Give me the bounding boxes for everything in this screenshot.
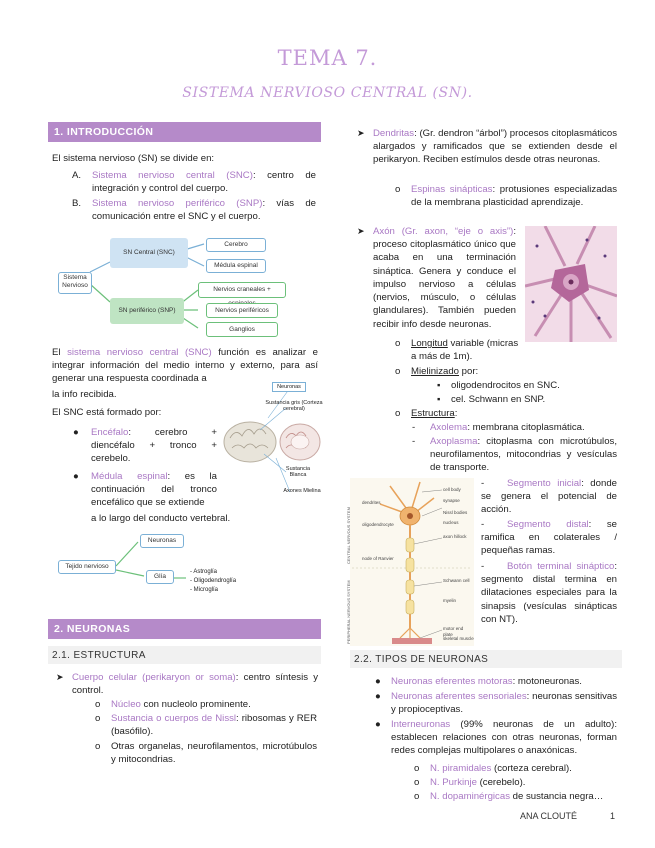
square-bullet-icon: ▪ — [437, 380, 441, 391]
bullet-icon: ● — [375, 676, 381, 687]
term-piramidales-desc: (corteza cerebral). — [491, 763, 572, 774]
glia-astroglia: - Astroglía — [190, 569, 218, 575]
neuron-label-motor-end: motor end plate — [443, 626, 464, 638]
list-item-nucleo — [95, 698, 317, 711]
term-segmento-inicial-desc: : donde se genera el potencial de acción. — [481, 478, 617, 516]
neuron-label-pns: PERIPHERAL NERVOUS SYSTEM — [346, 580, 351, 644]
term-axon: Axón (Gr. axon, “eje o axis”) — [373, 226, 514, 237]
circle-bullet-icon: o — [95, 713, 101, 724]
square-bullet-icon: ▪ — [437, 394, 441, 405]
term-dendritas-desc: : (Gr. dendron “árbol”) procesos citoplasmáticos alargados y ramificados que se extienden desde el perikaryon. Reciben estímulos desde otras neuronas. — [373, 128, 617, 166]
list-item-sensoriales — [375, 690, 617, 716]
footer-page-number: 1 — [610, 811, 616, 821]
diagram-node-nervios-perifericos: Nervios periféricos — [206, 303, 278, 318]
glia-microglia: - Microglía — [190, 587, 219, 593]
term-medula: Médula espinal — [91, 471, 168, 482]
term-nissl: Sustancia o cuerpos de Nissl — [111, 713, 237, 724]
term-interneuronas-desc: (99% neuronas de un adulto): establecen relaciones con otras neuronas, forman redes complejas multipolares o anaxónicas. — [391, 719, 617, 757]
neuron-label-dendrites: dendrites — [362, 500, 381, 505]
glia-oligodendroglia: - Oligodendroglía — [190, 578, 237, 584]
term-dendritas: Dendritas — [373, 128, 415, 139]
term-longitud-desc: variable (micras a más de 1m). — [411, 338, 519, 363]
subsection-bar-tipos: 2.2. TIPOS DE NEURONAS — [350, 650, 622, 668]
list-item-mielinizado — [395, 365, 611, 378]
list-item-motoras — [375, 675, 617, 688]
brain-illustration — [220, 378, 324, 508]
list-item-medula — [73, 470, 217, 510]
term-segmento-distal-desc: : se ramifica en colaterales / pequeñas ramas. — [481, 519, 618, 557]
list-item-longitud — [395, 337, 521, 363]
term-sensoriales-desc: : neuronas sensitivas y propioceptivas. — [391, 691, 617, 716]
term-cuerpo-celular: Cuerpo celular (perikaryon or soma) — [72, 672, 236, 683]
list-marker: B. — [72, 198, 82, 209]
neuron-label-myelin: myelin — [443, 598, 457, 603]
bullet-icon: ● — [73, 427, 79, 438]
term-nucleo-desc: con nucleolo prominente. — [140, 699, 251, 710]
circle-bullet-icon: o — [395, 366, 401, 377]
text-schwann: cel. Schwann en SNP. — [451, 394, 546, 405]
term-purkinje: N. Purkinje — [430, 777, 477, 788]
term-sensoriales: Neuronas aferentes sensoriales — [391, 691, 527, 702]
term-boton-terminal: Botón terminal sináptico — [507, 561, 615, 572]
term-motoras-desc: : motoneuronas. — [512, 676, 582, 687]
term-cuerpo-desc: : centro síntesis y control. — [72, 672, 319, 697]
list-item-estructura — [395, 407, 611, 420]
neuron-label-synapse: synapse — [443, 498, 460, 503]
dash-bullet: - — [412, 436, 416, 447]
neuron-label-schwann: Schwann cell — [443, 578, 470, 583]
neuron-label-ranvier: node of Ranvier — [362, 556, 394, 561]
term-segmento-distal: Segmento distal — [507, 519, 589, 530]
term-espinas: Espinas sinápticas — [411, 184, 493, 195]
term-snc: Sistema nervioso central (SNC) — [92, 170, 253, 181]
diagram-node-root: Sistema Nervioso — [58, 272, 92, 294]
diagram-sistema-nervioso — [58, 232, 308, 342]
circle-bullet-icon: o — [414, 777, 420, 788]
neuron-diagram — [346, 478, 474, 646]
list-item-cuerpo-celular — [72, 671, 318, 697]
term-espinas-desc: : protusiones especializadas de la membrana plasticidad aprendizaje. — [411, 184, 617, 209]
term-longitud: Longitud — [411, 338, 448, 349]
term-motoras: Neuronas eferentes motoras — [391, 676, 513, 687]
diagram-node-nervios-craneales: Nervios craneales + — [198, 282, 286, 298]
intro-text: El sistema nervioso (SN) se divide en: — [52, 153, 215, 164]
term-axoplasma: Axoplasma — [430, 436, 478, 447]
circle-bullet-icon: o — [395, 184, 401, 195]
circle-bullet-icon: o — [395, 408, 401, 419]
list-item-axolema — [412, 421, 620, 434]
neuron-label-nucleus: nucleus — [443, 520, 459, 525]
list-item-dopaminergicas — [414, 790, 620, 803]
term-interneuronas: Interneuronas — [391, 719, 451, 730]
brain-label-axones: Axones Mielina — [283, 488, 321, 494]
term-encefalo: Encéfalo — [91, 427, 129, 438]
page-subtitle: SISTEMA NERVIOSO CENTRAL (SN). — [182, 85, 473, 101]
text: función es analizar e integrar información del medio interno y externo, para así generar una respuesta coordinada a — [52, 347, 318, 385]
list-item-piramidales — [414, 762, 620, 775]
list-item-dendritas — [373, 127, 617, 167]
brain-label-neuronas: Neuronas — [272, 382, 306, 392]
brain-label-blanca: Sustancia Blanca — [285, 466, 311, 479]
diagram2-node-glia: Glía — [146, 570, 174, 584]
term-snc-inline: sistema nervioso central (SNC) — [67, 347, 212, 358]
neuron-label-skeletal: skeletal muscle — [443, 636, 474, 641]
bullet-icon: ● — [375, 691, 381, 702]
micrograph-image — [525, 226, 617, 342]
term-purkinje-desc: (cerebelo). — [476, 777, 526, 788]
term-axon-desc: : proceso citoplasmático único que acaba en una terminación sináptica. Genera y conduce el impulso nervioso a células (nervios, músculo, o células glandulares). También pueden recibir info desde neuronas. — [373, 226, 516, 330]
term-boton-terminal-desc: : segmento distal termina en dilataciones especiales para la sinapsis (vesículas sinápticas con NT). — [481, 561, 617, 625]
circle-bullet-icon: o — [395, 338, 401, 349]
term-dopaminergicas-desc: de sustancia negra… — [510, 791, 604, 802]
neuron-label-nissl: Nissl bodies — [443, 510, 468, 515]
section-bar-neuronas: 2. NEURONAS — [48, 619, 321, 639]
term-mielinizado-desc: por: — [459, 366, 479, 377]
list-item-encefalo — [73, 426, 217, 466]
bullet-icon: ● — [375, 719, 381, 730]
list-marker: A. — [72, 170, 82, 181]
diagram-node-ganglios: Ganglios — [206, 322, 278, 337]
paragraph-snc-funcion-end: la info recibida. — [52, 389, 117, 400]
list-item-boton-terminal: - Botón terminal sináptico: segmento distal termina en dilataciones especiales para la sinapsis (vesículas sinápticas con NT). — [481, 561, 617, 625]
circle-bullet-icon: o — [414, 763, 420, 774]
diagram-node-medula: Médula espinal — [206, 259, 266, 273]
list-item-schwann — [437, 393, 621, 406]
diagram-node-cerebro: Cerebro — [206, 238, 266, 252]
footer-author: ANA CLOUTÉ — [520, 811, 578, 821]
list-item-axoplasma — [412, 435, 617, 475]
term-axolema-desc: : membrana citoplasmática. — [467, 422, 585, 433]
diagram2-node-neuronas: Neuronas — [140, 534, 184, 548]
page-title: TEMA 7. — [277, 46, 378, 70]
list-item-espinas — [395, 183, 617, 209]
diagram-tejido-nervioso — [58, 528, 278, 602]
section-bar-introduccion: 1. INTRODUCCIÓN — [48, 122, 321, 142]
list-item-oligodendrocitos — [437, 379, 621, 392]
term-nucleo: Núcleo — [111, 699, 141, 710]
term-snc-desc: : centro de integración y control del cuerpo. — [92, 170, 316, 195]
brain-label-gris: Sustancia gris (Corteza cerebral) — [265, 400, 323, 413]
dash-bullet: - — [412, 422, 416, 433]
term-mielinizado: Mielinizado — [411, 366, 459, 377]
neuron-micrograph — [525, 226, 617, 342]
term-medula-desc: : es la continuación del tronco encefálico que se extiende — [91, 471, 217, 509]
term-piramidales: N. piramidales — [430, 763, 492, 774]
list-item-medula-end: a lo largo del conducto vertebral. — [91, 513, 231, 524]
text-oligodendrocitos: oligodendrocitos en SNC. — [451, 380, 560, 391]
diagram-node-snc: SN Central (SNC) — [110, 238, 188, 268]
list-item-interneuronas — [375, 718, 617, 758]
term-snp-desc: : vías de comunicación entre el SNC y el cuerpo. — [92, 198, 316, 223]
diagram2-glia-list — [190, 568, 236, 595]
list-item-purkinje — [414, 776, 620, 789]
term-segmento-inicial: Segmento inicial — [507, 478, 582, 489]
diagram-node-snp: SN periférico (SNP) — [110, 298, 184, 324]
bullet-icon: ● — [73, 471, 79, 482]
circle-bullet-icon: o — [414, 791, 420, 802]
list-item-axon — [373, 225, 516, 331]
term-nissl-desc: : ribosomas y RER (basófilo). — [111, 713, 318, 738]
list-item-nissl — [95, 712, 318, 738]
term-estructura: Estructura — [411, 408, 455, 419]
term-estructura-desc: : — [454, 408, 458, 419]
paragraph-snc-formado: El SNC está formado por: — [52, 407, 162, 418]
list-item-segmento-distal: - Segmento distal: se ramifica en colaterales / pequeñas ramas. — [481, 519, 618, 557]
term-axoplasma-desc: : citoplasma con microtúbulos, neurofilamentos, mitocondrias y vesículas de transporte. — [430, 436, 617, 474]
subsection-bar-estructura: 2.1. ESTRUCTURA — [48, 646, 321, 664]
term-encefalo-desc: : cerebro + diencéfalo + tronco + cerebelo. — [91, 427, 217, 465]
term-dopaminergicas: N. dopaminérgicas — [430, 791, 510, 802]
list-item-snc — [72, 169, 316, 195]
neuron-label-cns: CENTRAL NERVOUS SYSTEM — [346, 507, 351, 564]
list-item-segmento-inicial: - Segmento inicial: donde se genera el potencial de acción. — [481, 478, 617, 516]
text: El — [52, 347, 68, 358]
circle-bullet-icon: o — [95, 699, 101, 710]
list-item-otras — [95, 740, 317, 766]
neuron-label-cell-body: cell body — [443, 487, 461, 492]
term-axolema: Axolema — [430, 422, 468, 433]
neuron-label-hillock: axon hillock — [443, 534, 467, 539]
neuron-label-oligo: oligodendrocyte — [362, 522, 394, 527]
diagram2-node-tejido: Tejido nervioso — [58, 560, 116, 574]
list-item-snp — [72, 197, 316, 223]
term-snp: Sistema nervioso periférico (SNP) — [92, 198, 263, 209]
text-otras: Otras organelas, neurofilamentos, microtúbulos y mitocondrias. — [111, 741, 317, 766]
circle-bullet-icon: o — [95, 741, 101, 752]
